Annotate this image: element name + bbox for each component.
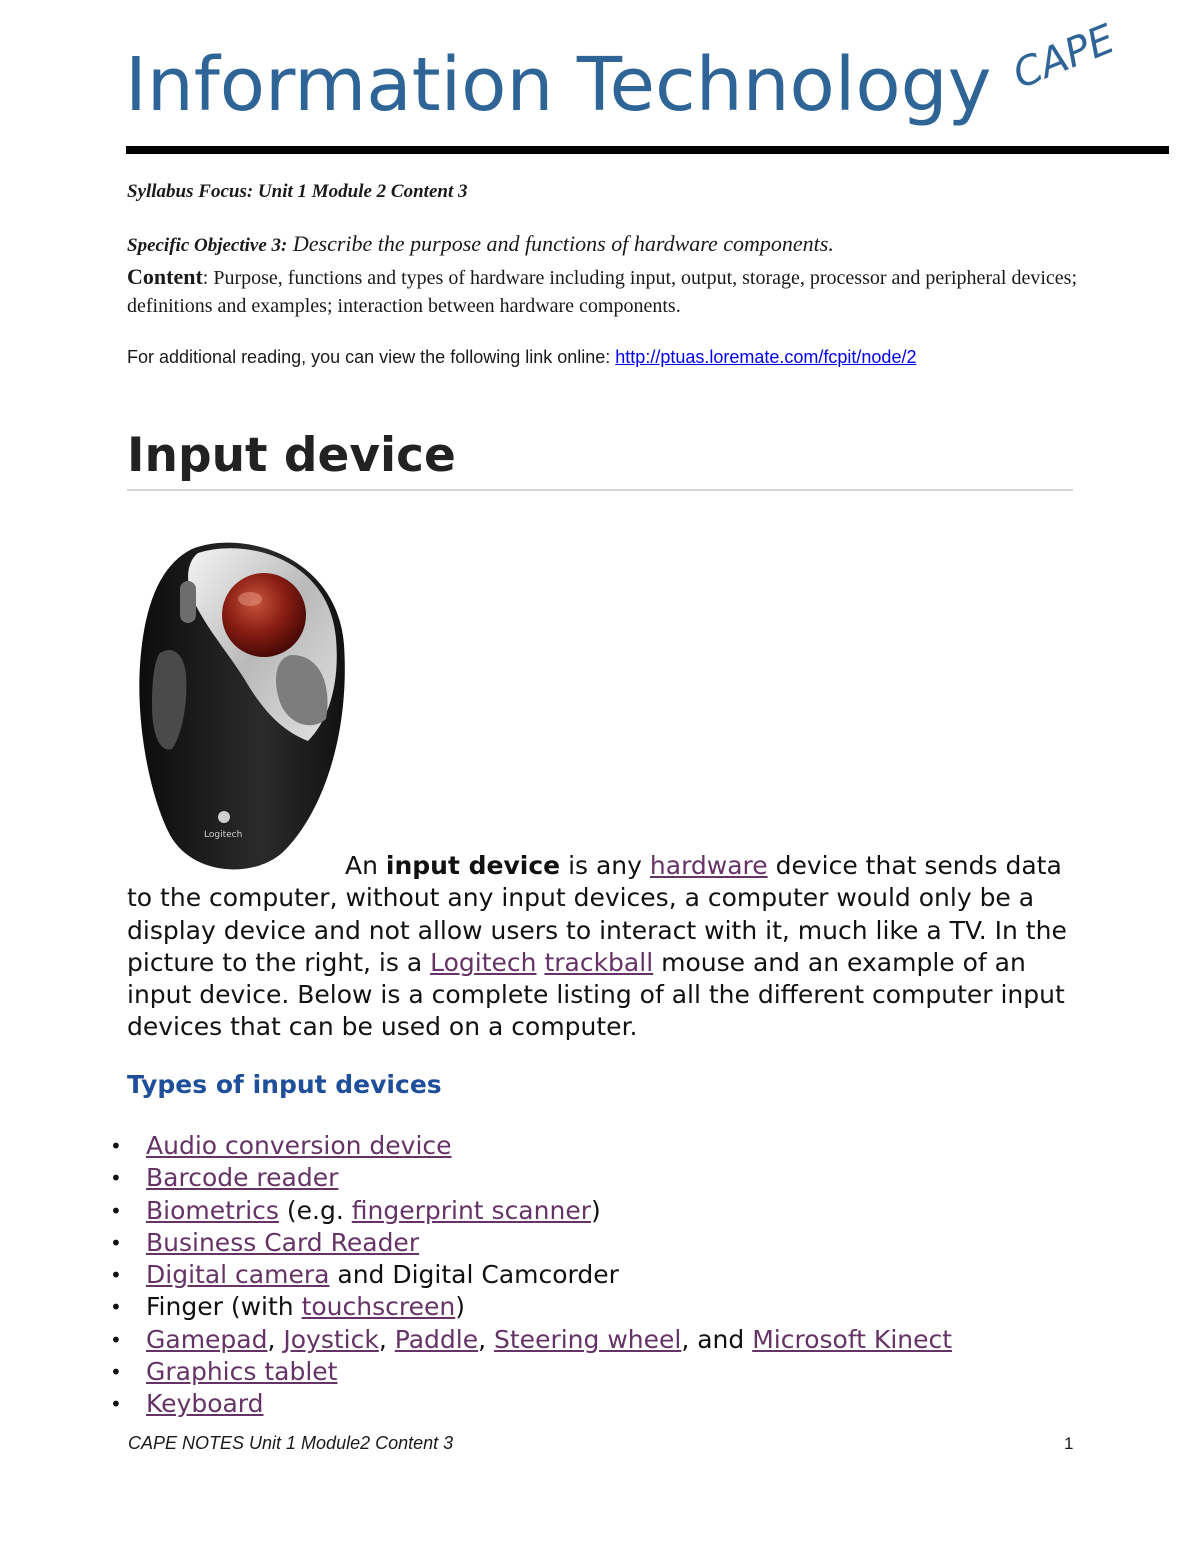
bullet: •: [110, 1295, 122, 1320]
syllabus-focus: Syllabus Focus: Unit 1 Module 2 Content 3: [127, 181, 468, 202]
paddle-link[interactable]: Paddle: [394, 1324, 479, 1354]
specific-objective: [127, 231, 834, 257]
list-text: ): [590, 1195, 601, 1225]
logitech-link[interactable]: Logitech: [430, 947, 537, 977]
trackball-mouse-image: [132, 535, 352, 875]
objective-label: Specific Objective 3:: [127, 235, 288, 256]
touchscreen-link[interactable]: touchscreen: [301, 1292, 456, 1322]
list-text: ): [455, 1292, 465, 1322]
footer-title: CAPE NOTES Unit 1 Module2 Content 3: [128, 1433, 454, 1453]
list-text: Finger (with: [146, 1292, 302, 1322]
graphics-tablet-link[interactable]: Graphics tablet: [146, 1357, 338, 1387]
list-item: [108, 1227, 952, 1259]
list-item: [108, 1130, 952, 1162]
steering-wheel-link[interactable]: Steering wheel: [494, 1324, 682, 1354]
intro-text: device that sends data to the computer, without any input devices, a computer would only be a display device and not allow users to interact with it, much like a TV. In the picture to the right, is a: [127, 851, 1067, 977]
list-text: ,: [267, 1324, 284, 1354]
page-title: Information Technology: [125, 42, 992, 128]
list-item: [108, 1388, 952, 1420]
hardware-link[interactable]: hardware: [649, 851, 768, 880]
bullet: •: [110, 1263, 122, 1288]
objective-text: Describe the purpose and functions of hardware components.: [287, 231, 834, 256]
logitech-logo-text: Logitech: [204, 830, 243, 840]
reading-text: For additional reading, you can view the following link online:: [127, 347, 616, 367]
types-subheading: Types of input devices: [127, 1070, 442, 1099]
list-text: ,: [378, 1324, 395, 1354]
content-text: Purpose, functions and types of hardware including input, output, storage, processor and peripheral devices; definitions and examples; interaction between hardware components.: [127, 267, 1078, 317]
list-item: [108, 1195, 952, 1227]
header-rule: [126, 146, 1169, 154]
list-text: , and: [681, 1324, 753, 1354]
heading-rule: [127, 489, 1073, 491]
bullet: •: [110, 1230, 122, 1255]
list-item: [108, 1162, 952, 1194]
input-device-list: [108, 1130, 952, 1421]
list-item: [108, 1356, 952, 1388]
keyboard-link[interactable]: Keyboard: [146, 1389, 264, 1419]
list-text: and Digital Camcorder: [329, 1260, 619, 1290]
bullet: •: [110, 1198, 122, 1223]
microsoft-kinect-link[interactable]: Microsoft Kinect: [752, 1324, 953, 1354]
gamepad-link[interactable]: Gamepad: [146, 1324, 268, 1354]
trackball-link[interactable]: trackball: [544, 947, 654, 977]
business-card-reader-link[interactable]: Business Card Reader: [146, 1227, 420, 1257]
intro-text: mouse and an example of an input device. Below is a complete listing of all the different computer input devices that can be used on a computer.: [127, 947, 1065, 1042]
intro-text: is any: [560, 851, 650, 880]
digital-camera-link[interactable]: Digital camera: [146, 1260, 330, 1290]
content-label: Content: [127, 264, 203, 289]
list-item: [108, 1259, 952, 1291]
reading-link[interactable]: http://ptuas.loremate.com/fcpit/node/2: [615, 347, 917, 367]
bullet: •: [110, 1166, 122, 1191]
content-colon: :: [202, 267, 209, 289]
additional-reading: [127, 347, 916, 368]
bullet: •: [110, 1327, 122, 1352]
list-text: (e.g.: [278, 1195, 352, 1225]
barcode-reader-link[interactable]: Barcode reader: [146, 1163, 339, 1193]
intro-text: An: [345, 851, 386, 880]
list-text: ,: [478, 1324, 495, 1354]
list-item: [108, 1324, 952, 1356]
section-heading: Input device: [127, 428, 456, 483]
fingerprint-scanner-link[interactable]: fingerprint scanner: [351, 1195, 591, 1225]
list-item: [108, 1291, 952, 1323]
bullet: •: [110, 1360, 122, 1385]
audio-conversion-link[interactable]: Audio conversion device: [146, 1131, 452, 1160]
biometrics-link[interactable]: Biometrics: [146, 1195, 279, 1225]
intro-paragraph: [127, 850, 1087, 1044]
intro-bold-term: input device: [385, 851, 561, 880]
content-paragraph: [127, 263, 1087, 320]
bullet: •: [110, 1134, 122, 1158]
bullet: •: [110, 1392, 122, 1417]
joystick-link[interactable]: Joystick: [283, 1324, 379, 1354]
page-number: 1: [1064, 1434, 1074, 1453]
cape-logo: CAPE: [1006, 16, 1122, 98]
